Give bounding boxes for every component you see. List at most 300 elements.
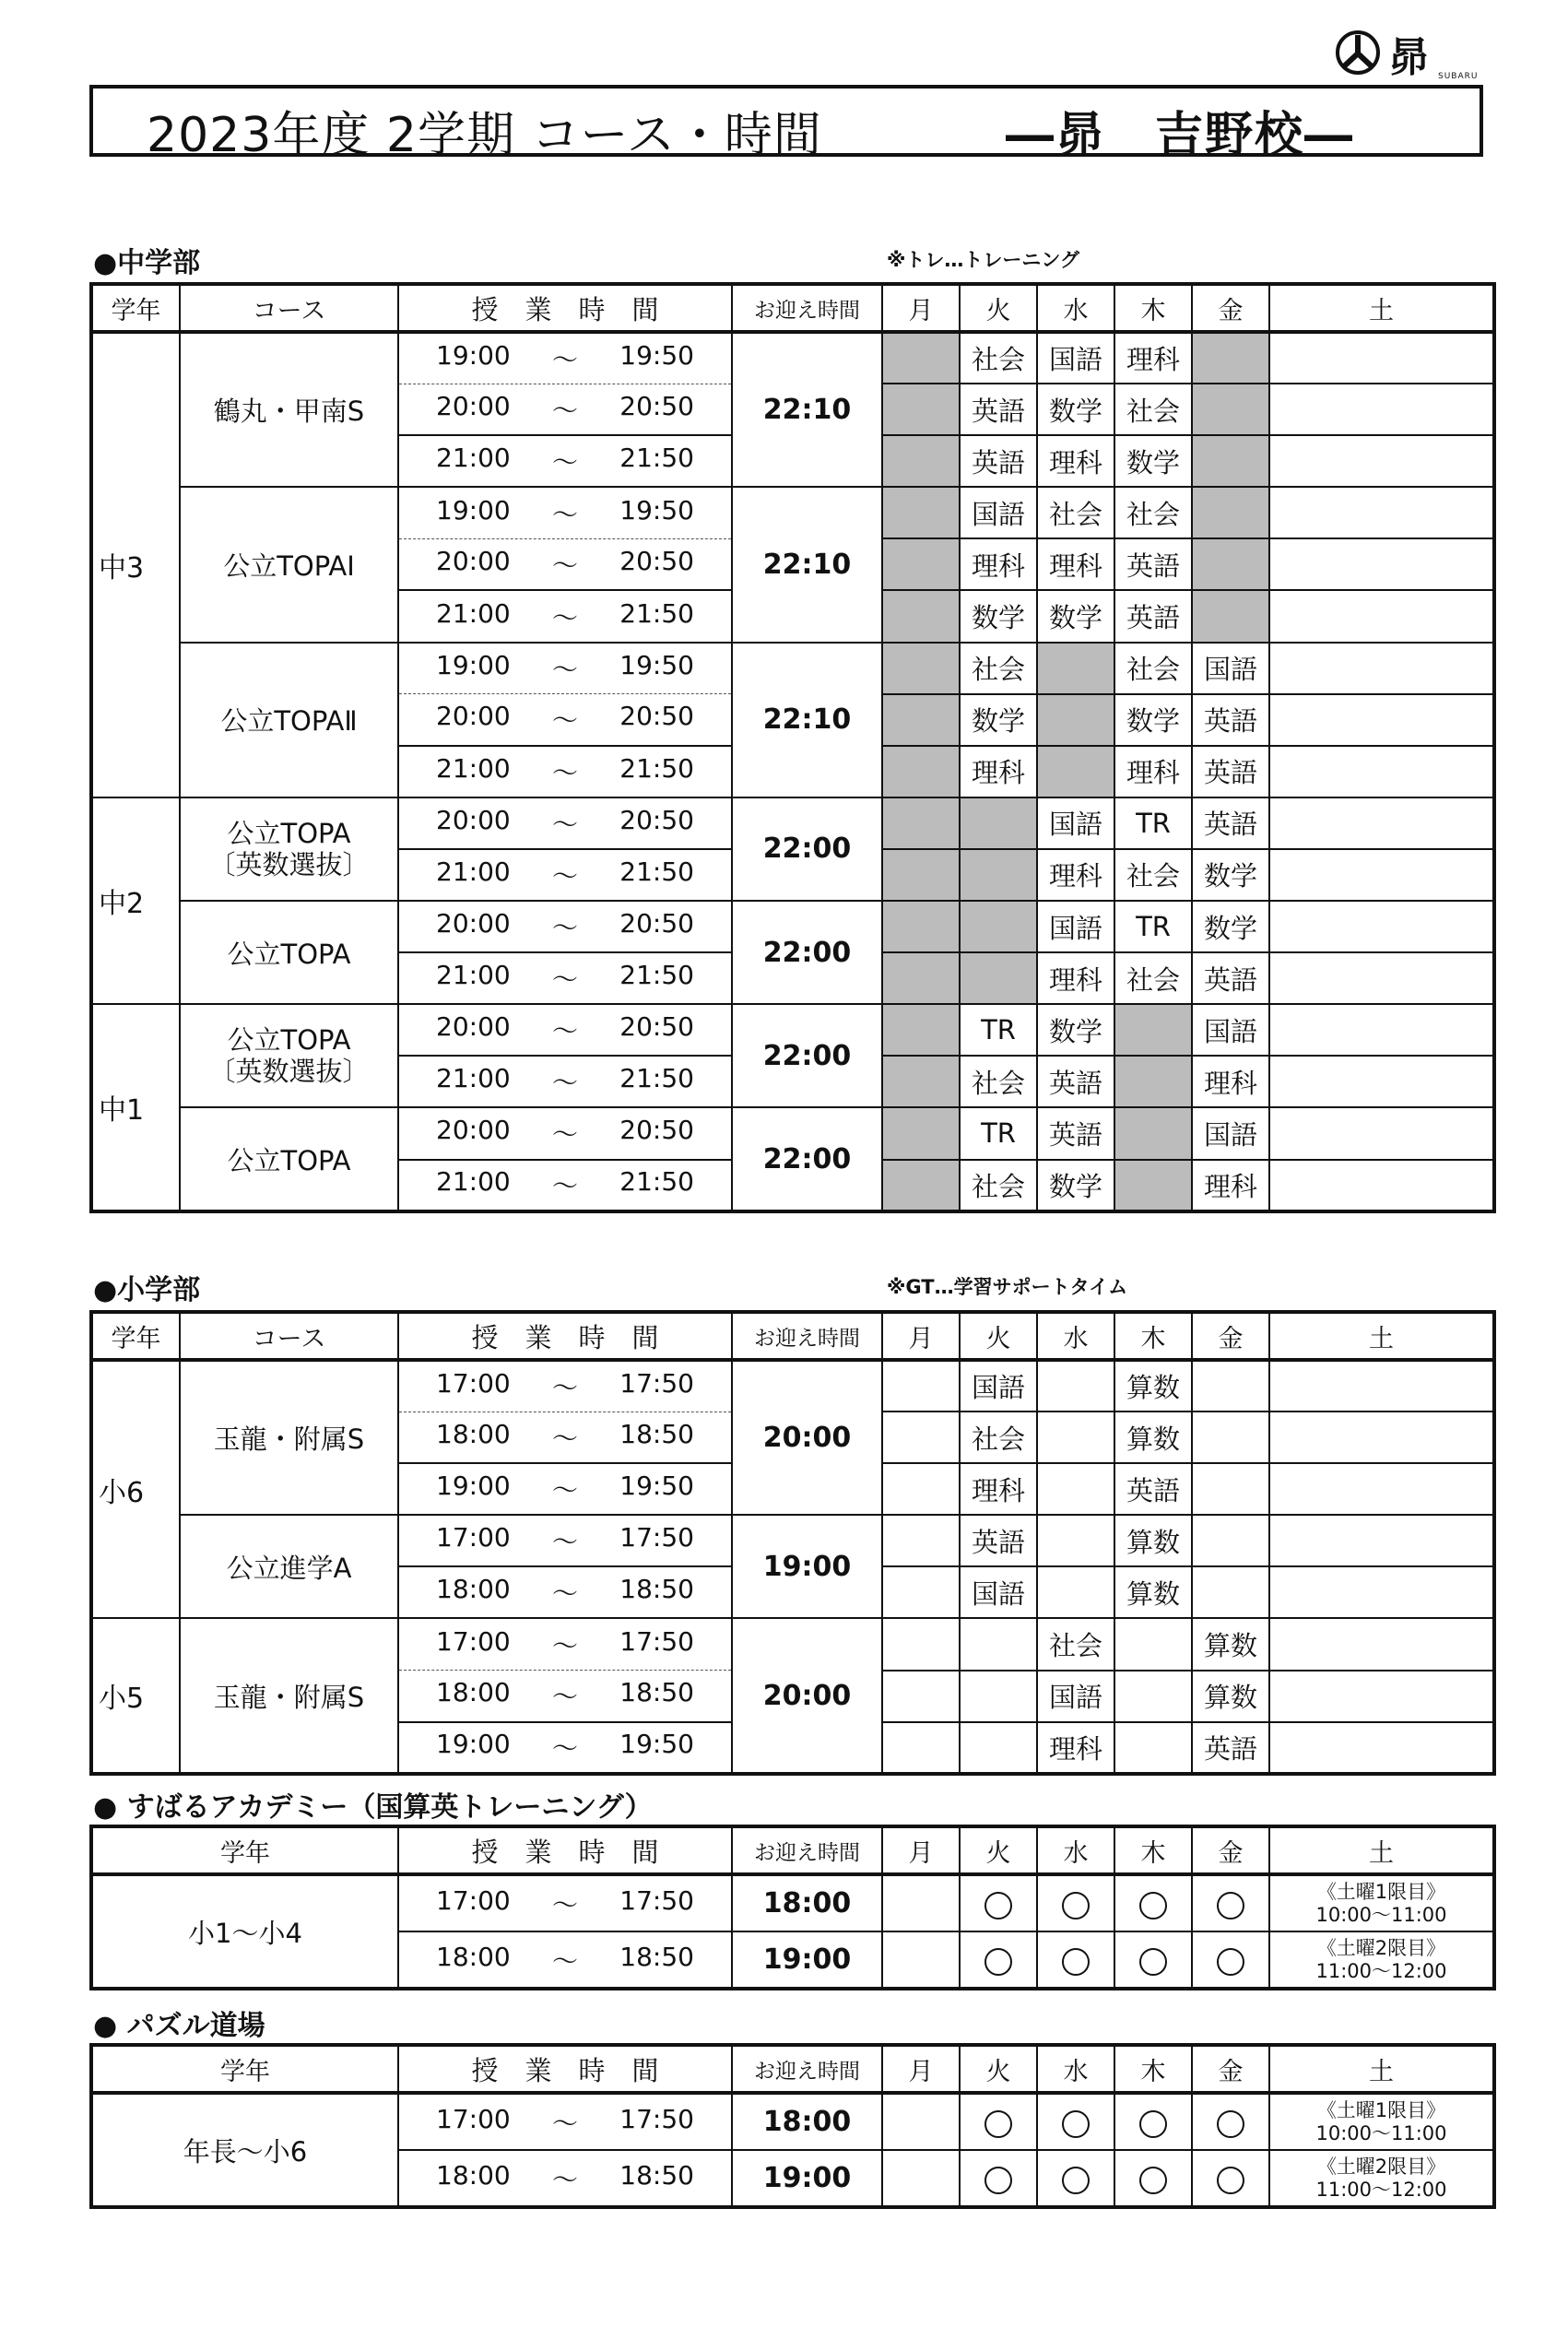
subject-cell [1269,952,1494,1004]
subject-cell: 国語 [1037,332,1114,384]
day-cell [1114,1874,1192,1931]
header-day: 金 [1192,284,1269,332]
class-time [398,1056,732,1107]
subject-cell: 社会 [1114,643,1192,694]
subject-cell [882,1463,960,1515]
subject-cell: 国語 [1037,797,1114,849]
header-day: 土 [1269,1826,1494,1874]
time-end: 20:50 [619,390,694,421]
time-end: 20:50 [619,701,694,732]
class-time [398,2093,732,2150]
subject-cell: 数学 [1114,435,1192,487]
subject-cell: 理科 [1037,952,1114,1004]
subject-cell [882,1618,960,1670]
subject-cell [882,1360,960,1412]
course-subname: 〔英数選抜〕 [208,848,370,880]
subject-cell [1269,797,1494,849]
logo-subtext: SUBARU [1438,72,1479,81]
subject-cell: 英語 [1114,538,1192,590]
subject-cell: 社会 [1114,849,1192,901]
subject-cell: 社会 [960,1412,1037,1463]
saturday-time: 10:00～11:00 [1315,1903,1447,1926]
section-chugaku: ●中学部 [93,247,201,279]
subject-cell [1037,694,1114,746]
time-end: 20:50 [619,546,694,577]
grade-cell: 中3 [91,332,180,797]
time-separator: 〜 [551,1423,578,1454]
note-chugaku: ※トレ…トレーニング [887,249,1079,271]
day-cell [882,2093,960,2150]
subject-cell: 理科 [960,1463,1037,1515]
day-cell [882,2150,960,2207]
day-cell [1114,2150,1192,2207]
time-end: 21:50 [619,443,694,474]
subject-cell [960,1618,1037,1670]
time-start: 18:00 [436,1941,511,1972]
circle-icon [1217,1892,1244,1919]
subject-cell [1269,849,1494,901]
subject-cell: 国語 [960,487,1037,538]
saturday-cell [1269,2093,1494,2150]
subject-cell: 国語 [960,1566,1037,1618]
header-day: 土 [1269,284,1494,332]
subject-cell [1114,1056,1192,1107]
time-start: 21:00 [436,752,511,784]
pickup-time: 22:00 [732,1107,882,1211]
time-start: 18:00 [436,1418,511,1449]
grade-cell: 小6 [91,1360,180,1618]
subject-cell [882,1515,960,1566]
subject-cell [882,1160,960,1211]
time-separator: 〜 [551,1682,578,1713]
time-start: 19:00 [436,649,511,680]
header-day: 火 [960,2045,1037,2093]
time-separator: 〜 [551,447,578,478]
subject-cell [1037,1412,1114,1463]
pickup-time: 22:00 [732,1004,882,1107]
subject-cell [1269,1515,1494,1566]
subject-cell [1269,538,1494,590]
time-end: 18:50 [619,1677,694,1708]
header-day: 木 [1114,1312,1192,1360]
class-time [398,901,732,952]
circle-icon [984,1892,1012,1919]
schedule-row [91,1360,1494,1412]
subject-cell: 国語 [1037,1671,1114,1722]
subject-cell [882,1004,960,1056]
header-day: 金 [1192,1312,1269,1360]
subject-cell: TR [1114,901,1192,952]
subject-cell [1192,590,1269,642]
day-cell [1192,2150,1269,2207]
time-end: 20:50 [619,804,694,835]
header-day: 木 [1114,284,1192,332]
saturday-cell [1269,1931,1494,1989]
time-start: 21:00 [436,856,511,887]
subaru-emblem-icon [1335,30,1381,76]
circle-icon [1139,2110,1167,2138]
header-day: 月 [882,1826,960,1874]
header-pickup: お迎え時間 [732,284,882,332]
subject-cell [1192,1360,1269,1412]
subject-cell [882,487,960,538]
pickup-time: 22:00 [732,797,882,901]
time-end: 17:50 [619,1625,694,1657]
subject-cell: 算数 [1192,1671,1269,1722]
subject-cell: 英語 [960,384,1037,435]
pickup-time: 19:00 [732,2150,882,2207]
pickup-time: 18:00 [732,1874,882,1931]
time-start: 19:00 [436,339,511,371]
subject-cell [1192,1463,1269,1515]
class-time [398,590,732,642]
day-cell [960,2093,1037,2150]
time-separator: 〜 [551,550,578,582]
time-separator: 〜 [551,1527,578,1558]
subaru-logo [1335,28,1482,85]
time-separator: 〜 [551,2164,578,2195]
course-name: 公立TOPA [227,817,351,849]
note-shogaku: ※GT…学習サポートタイム [887,1276,1128,1298]
subject-cell [1192,1412,1269,1463]
subject-cell [1037,1566,1114,1618]
subject-cell: 英語 [1192,746,1269,797]
section-puzzle: ● パズル道場 [93,2010,265,2042]
time-start: 21:00 [436,1166,511,1198]
subject-cell: 数学 [1192,849,1269,901]
grade-cell: 中1 [91,1004,180,1211]
time-end: 18:50 [619,1574,694,1605]
subject-cell [1269,1722,1494,1774]
chugaku-table [89,282,1496,1213]
subject-cell [882,694,960,746]
time-separator: 〜 [551,1372,578,1403]
section-academy: ● すばるアカデミー（国算英トレーニング） [93,1791,653,1824]
day-cell [1192,2093,1269,2150]
pickup-time: 19:00 [732,1515,882,1618]
time-separator: 〜 [551,395,578,426]
class-time [398,1566,732,1618]
pickup-time: 22:00 [732,901,882,1004]
time-separator: 〜 [551,1016,578,1047]
puzzle-table [89,2043,1496,2209]
subject-cell [1269,1160,1494,1211]
time-separator: 〜 [551,1119,578,1151]
time-start: 21:00 [436,960,511,991]
header-day: 月 [882,1312,960,1360]
subject-cell: 理科 [1114,746,1192,797]
subject-cell: 数学 [1037,590,1114,642]
course-cell [180,1004,398,1107]
time-end: 19:50 [619,339,694,371]
header-row [91,1312,1494,1360]
class-time [398,952,732,1004]
class-time [398,1004,732,1056]
pickup-time: 19:00 [732,1931,882,1989]
header-day: 火 [960,284,1037,332]
subject-cell: 国語 [1192,1004,1269,1056]
subject-cell [882,746,960,797]
schedule-row [91,797,1494,849]
subject-cell [882,1671,960,1722]
subject-cell [1114,1722,1192,1774]
header-time: 授 業 時 間 [398,1312,732,1360]
subject-cell [1269,487,1494,538]
time-separator: 〜 [551,913,578,944]
subject-cell: 理科 [1037,538,1114,590]
time-separator: 〜 [551,1171,578,1202]
school-name: ―昴 吉野校― [1006,108,1355,163]
subject-cell: 理科 [960,746,1037,797]
logo-text: 昴 [1388,34,1427,81]
header-grade: 学年 [91,284,180,332]
circle-icon [1062,1948,1090,1976]
time-start: 18:00 [436,1677,511,1708]
time-end: 21:50 [619,1166,694,1198]
grade-cell: 小5 [91,1618,180,1773]
subject-cell [960,849,1037,901]
saturday-period: 《土曜2限目》 [1316,2155,1446,2178]
subject-cell [882,435,960,487]
subject-cell: 理科 [1037,435,1114,487]
subject-cell: 数学 [1037,1004,1114,1056]
subject-cell: 理科 [1037,1722,1114,1774]
time-end: 17:50 [619,2103,694,2134]
day-cell [960,2150,1037,2207]
header-day: 金 [1192,1826,1269,1874]
subject-cell [960,797,1037,849]
subject-cell [882,332,960,384]
subject-cell [1269,590,1494,642]
header-course: コース [180,284,398,332]
subject-cell: 英語 [1037,1107,1114,1159]
course-cell: 玉龍・附属S [180,1360,398,1515]
class-time [398,1360,732,1412]
subject-cell [1269,435,1494,487]
subject-cell [1269,746,1494,797]
circle-icon [984,2167,1012,2194]
time-start: 20:00 [436,804,511,835]
day-cell [1037,1874,1114,1931]
subject-cell [1269,1463,1494,1515]
time-end: 21:50 [619,1063,694,1094]
header-day: 水 [1037,2045,1114,2093]
saturday-time: 11:00～12:00 [1315,2178,1447,2201]
time-end: 21:50 [619,856,694,887]
subject-cell: 社会 [1037,1618,1114,1670]
page-header [89,85,1483,163]
circle-icon [1062,2167,1090,2194]
time-start: 17:00 [436,1367,511,1399]
header-time: 授 業 時 間 [398,1826,732,1874]
time-separator: 〜 [551,654,578,685]
subject-cell: 社会 [1114,487,1192,538]
time-start: 20:00 [436,908,511,939]
subject-cell: 英語 [1037,1056,1114,1107]
schedule-row [91,1004,1494,1056]
schedule-row [91,332,1494,384]
subject-cell: TR [1114,797,1192,849]
time-start: 20:00 [436,1115,511,1146]
subject-cell [1269,1412,1494,1463]
circle-icon [984,2110,1012,2138]
subject-cell [1037,1360,1114,1412]
time-separator: 〜 [551,705,578,737]
header-row [91,2045,1494,2093]
subject-cell: 理科 [960,538,1037,590]
time-end: 19:50 [619,649,694,680]
time-separator: 〜 [551,344,578,375]
course-cell: 公立TOPAⅠ [180,487,398,642]
header-day: 火 [960,1826,1037,1874]
time-end: 20:50 [619,1011,694,1043]
schedule-row [91,487,1494,538]
circle-icon [1062,2110,1090,2138]
class-time [398,643,732,694]
subject-cell [882,901,960,952]
grade-cell: 年長～小6 [91,2093,398,2207]
class-time [398,849,732,901]
header-day: 木 [1114,1826,1192,1874]
subject-cell: 社会 [1037,487,1114,538]
course-cell: 公立TOPAⅡ [180,643,398,797]
subject-cell [1114,1004,1192,1056]
subject-cell [1114,1107,1192,1159]
subject-cell [1269,1107,1494,1159]
class-time [398,1722,732,1774]
saturday-time: 11:00～12:00 [1315,1959,1447,1982]
subject-cell: 社会 [960,1056,1037,1107]
subject-cell: 数学 [960,590,1037,642]
subject-cell [882,538,960,590]
subject-cell [882,643,960,694]
subject-cell: 英語 [1192,797,1269,849]
subject-cell: 理科 [1192,1160,1269,1211]
subject-cell [1269,332,1494,384]
subject-cell [1269,694,1494,746]
header-grade: 学年 [91,2045,398,2093]
subject-cell [1192,332,1269,384]
time-separator: 〜 [551,1733,578,1765]
header-grade: 学年 [91,1826,398,1874]
course-cell: 鶴丸・甲南S [180,332,398,487]
time-start: 19:00 [436,1729,511,1760]
header-day: 土 [1269,1312,1494,1360]
time-end: 17:50 [619,1884,694,1916]
course-subname: 〔英数選抜〕 [208,1056,370,1088]
time-separator: 〜 [551,757,578,788]
header-course: コース [180,1312,398,1360]
subject-cell: 国語 [1192,1107,1269,1159]
schedule-row [91,1618,1494,1670]
time-separator: 〜 [551,602,578,633]
subject-cell [882,1566,960,1618]
course-cell [180,797,398,901]
day-cell [1037,2150,1114,2207]
time-separator: 〜 [551,1475,578,1506]
time-end: 19:50 [619,1471,694,1502]
time-start: 20:00 [436,1011,511,1043]
subject-cell [882,797,960,849]
subject-cell [1269,1671,1494,1722]
header-pickup: お迎え時間 [732,2045,882,2093]
time-start: 21:00 [436,597,511,629]
time-start: 18:00 [436,1574,511,1605]
course-cell: 公立TOPA [180,1107,398,1211]
subject-cell: TR [960,1004,1037,1056]
subject-cell [1192,487,1269,538]
time-start: 20:00 [436,701,511,732]
pickup-time: 18:00 [732,2093,882,2150]
header-pickup: お迎え時間 [732,1826,882,1874]
class-time [398,1412,732,1463]
time-start: 18:00 [436,2159,511,2191]
time-start: 17:00 [436,1884,511,1916]
course-cell: 公立進学A [180,1515,398,1618]
schedule-row [91,2093,1494,2150]
subject-cell: 英語 [960,435,1037,487]
header-day: 月 [882,284,960,332]
page-title: 2023年度 2学期 コース・時間 [147,108,822,163]
schedule-row [91,1515,1494,1566]
class-time [398,694,732,746]
class-time [398,332,732,384]
subject-cell [1037,1515,1114,1566]
class-time [398,1463,732,1515]
time-end: 18:50 [619,1418,694,1449]
day-cell [960,1874,1037,1931]
subject-cell: 社会 [1114,952,1192,1004]
day-cell [882,1874,960,1931]
day-cell [1037,1931,1114,1989]
subject-cell [1114,1160,1192,1211]
subject-cell [960,901,1037,952]
time-end: 17:50 [619,1522,694,1553]
subject-cell [1192,384,1269,435]
subject-cell: 算数 [1192,1618,1269,1670]
day-cell [882,1931,960,1989]
subject-cell [1192,435,1269,487]
time-end: 18:50 [619,2159,694,2191]
subject-cell: 英語 [960,1515,1037,1566]
time-end: 17:50 [619,1367,694,1399]
class-time [398,487,732,538]
circle-icon [1217,2167,1244,2194]
schedule-row [91,643,1494,694]
subject-cell [960,1722,1037,1774]
time-start: 21:00 [436,443,511,474]
day-cell [1114,2093,1192,2150]
subject-cell: 数学 [960,694,1037,746]
time-end: 21:50 [619,960,694,991]
time-end: 20:50 [619,1115,694,1146]
time-separator: 〜 [551,1945,578,1977]
subject-cell: 数学 [1037,384,1114,435]
subject-cell: 数学 [1192,901,1269,952]
subject-cell [882,1412,960,1463]
schedule-row [91,1107,1494,1159]
course-cell: 公立TOPA [180,901,398,1004]
subject-cell: 英語 [1192,694,1269,746]
header-row [91,284,1494,332]
class-time [398,538,732,590]
subject-cell [1114,1671,1192,1722]
subject-cell [1269,1566,1494,1618]
subject-cell [882,1056,960,1107]
time-end: 21:50 [619,752,694,784]
header-day: 月 [882,2045,960,2093]
header-time: 授 業 時 間 [398,284,732,332]
